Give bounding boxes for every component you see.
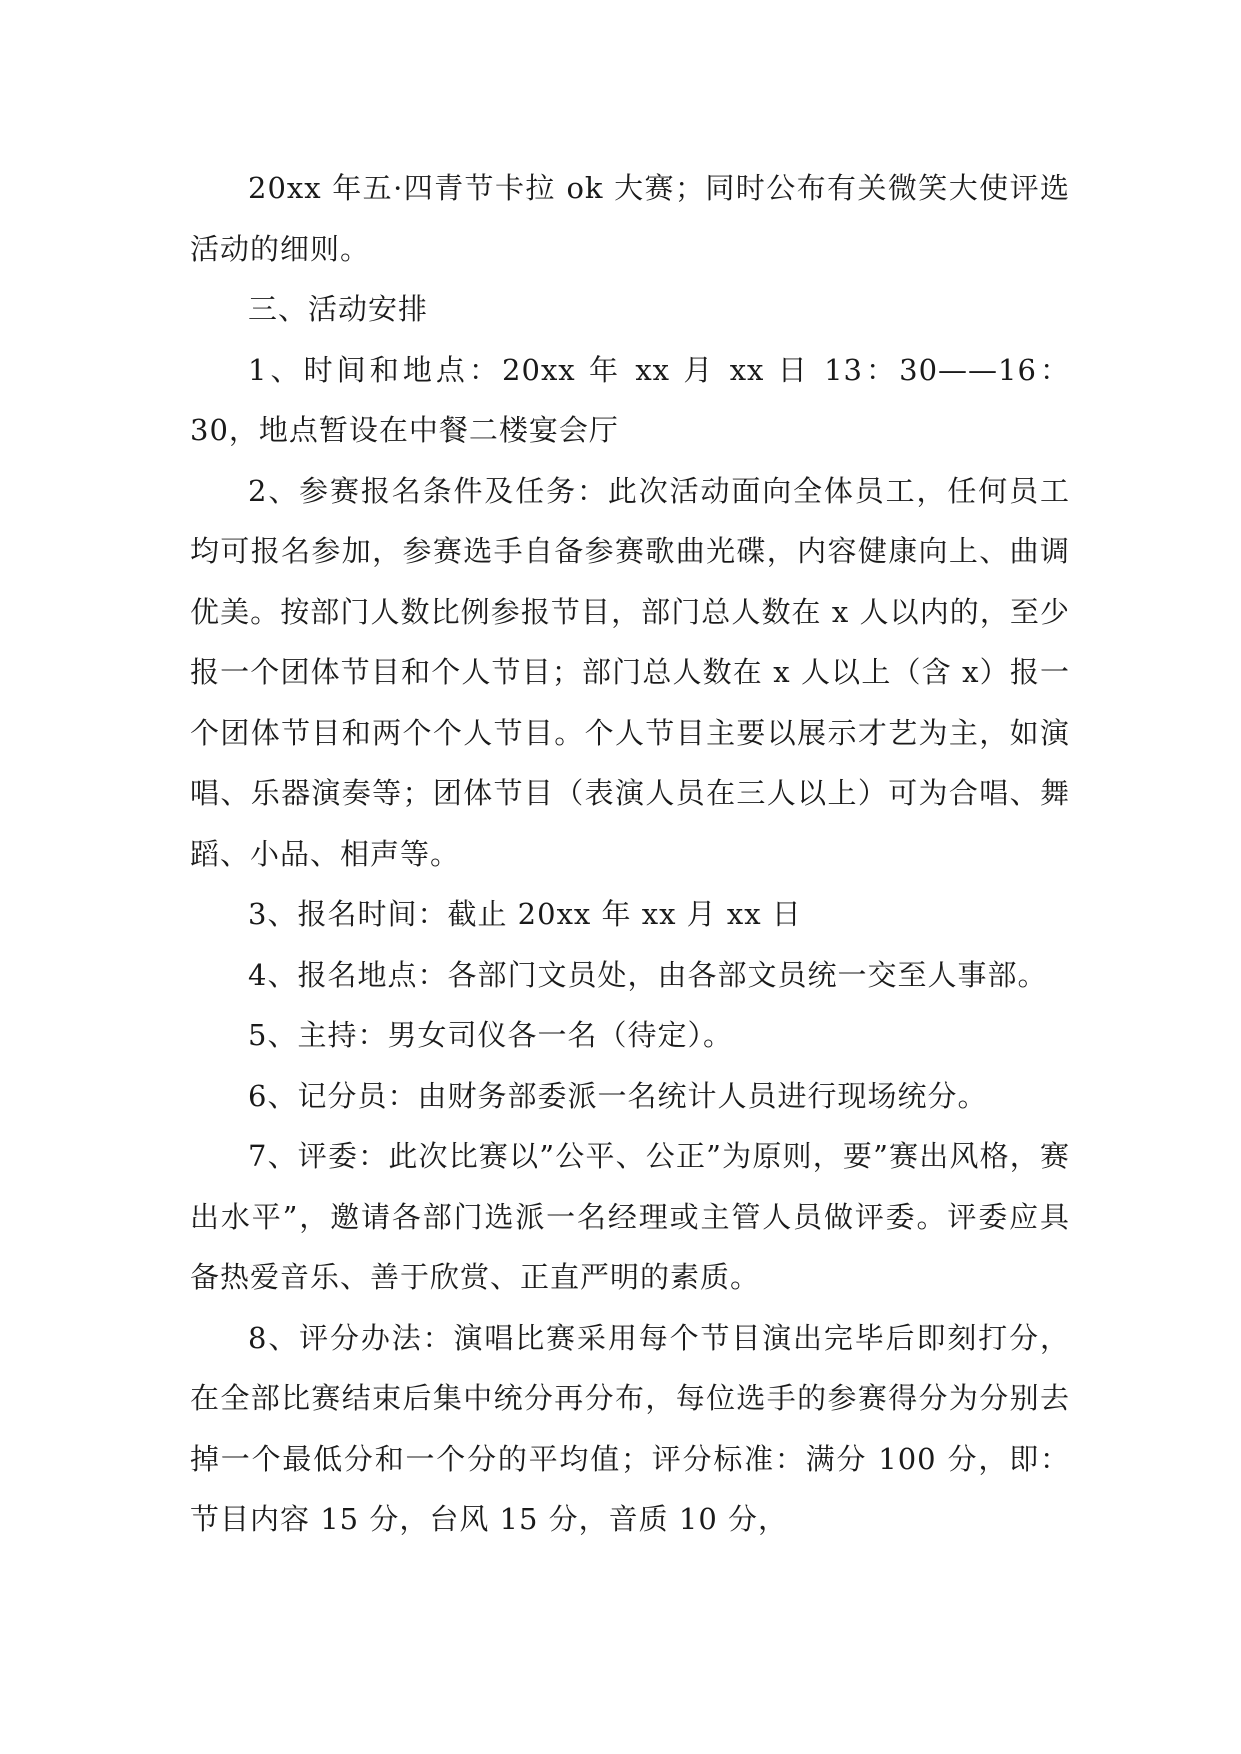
paragraph-scoring-method: 8、评分办法：演唱比赛采用每个节目演出完毕后即刻打分，在全部比赛结束后集中统分再分布，每位选手的参赛得分为分别去掉一个最低分和一个分的平均值；评分标准：满分 100 分，即：节目内容 15 分，台风 15 分，音质 10 分， — [190, 1320, 1070, 1536]
section-heading-activity-arrangement: 三、活动安排 — [248, 292, 429, 326]
paragraph-host: 5、主持：男女司仪各一名（待定）。 — [248, 1018, 733, 1052]
paragraph-judges: 7、评委：此次比赛以”公平、公正”为原则，要”赛出风格，赛出水平”，邀请各部门选派一名经理或主管人员做评委。评委应具备热爱音乐、善于欣赏、正直严明的素质。 — [190, 1139, 1070, 1294]
paragraph-time-location: 1、时间和地点：20xx 年 xx 月 xx 日 13：30——16：30，地点暂设在中餐二楼宴会厅 — [190, 352, 1070, 447]
paragraph-registration-location: 4、报名地点：各部门文员处，由各部文员统一交至人事部。 — [248, 957, 1048, 992]
paragraph-registration-conditions: 2、参赛报名条件及任务：此次活动面向全体员工，任何员工均可报名参加，参赛选手自备参赛歌曲光碟，内容健康向上、曲调优美。按部门人数比例参报节目，部门总人数在 x 人以内的，至少报一个团体节目和个人节目；部门总人数在 x 人以上（含 x）报一个团体节目和两个个人节目。个人节目主要以展示才艺为主，如演唱、乐器演奏等；团体节目（表演人员在三人以上）可为合唱、舞蹈、小品、相声等。 — [190, 473, 1070, 871]
paragraph-registration-time: 3、报名时间：截止 20xx 年 xx 月 xx 日 — [248, 897, 802, 931]
document-body — [190, 158, 1070, 1550]
paragraph-scorekeeper: 6、记分员：由财务部委派一名统计人员进行现场统分。 — [248, 1078, 988, 1113]
paragraph-event-intro: 20xx 年五·四青节卡拉 ok 大赛；同时公布有关微笑大使评选活动的细则。 — [190, 171, 1070, 266]
